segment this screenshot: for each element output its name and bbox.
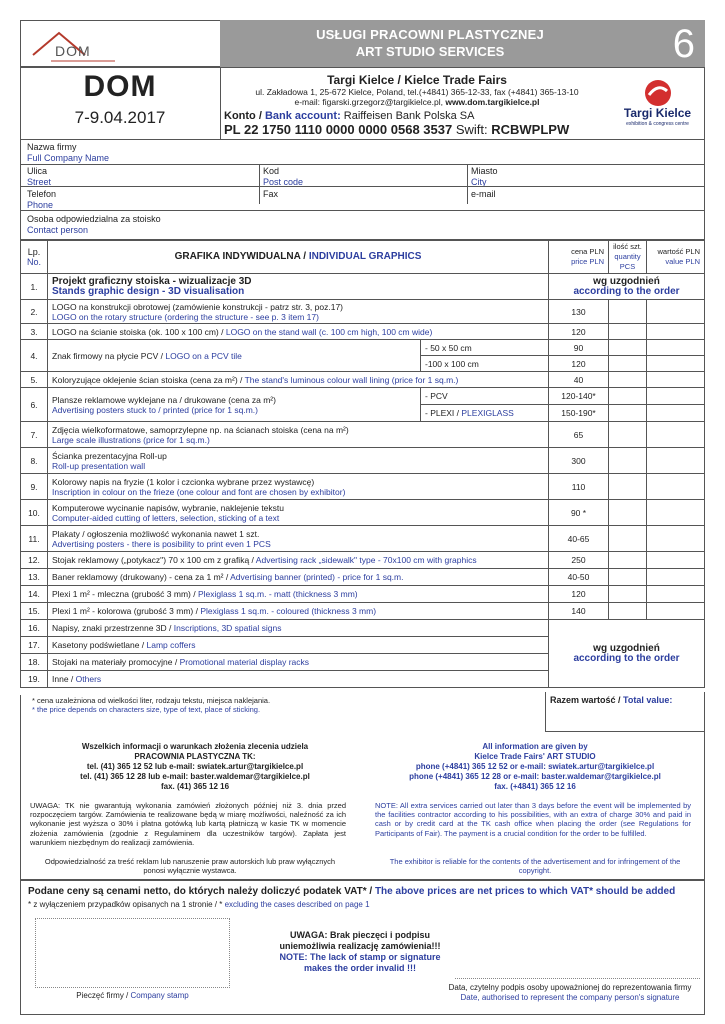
table-row: 1. Projekt graficzny stoiska - wizualizacje 3D Stands graphic design - 3D visualisation wg uzgodnień according to the order [21,274,705,300]
table-header: Lp. No. GRAFIKA INDYWIDUALNA / INDIVIDUAL GRAPHICS cena PLN price PLN ilość szt. quantity PCS wartość PLN value PLN [21,241,705,274]
quantity-input[interactable] [609,340,647,356]
warning-en: NOTE: All extra services carried out later than 3 days before the event will be implemented by the facilities contractor according to his possibilities, with an extra of charge 30% and paid in cash or by credit card at the TK cash office when placing the order (see Regulations for Participants of Fair). The payment is a crucial condition for the order to be fulfilled. [375,801,691,838]
event-date: 7-9.04.2017 [74,108,166,127]
responsibility-en: The exhibitor is reliable for the contents of the advertisement and for infringement of the copyright. [389,857,681,875]
stamp-label: Pieczęć firmy / Company stamp [76,991,189,1000]
value-input[interactable] [647,388,705,405]
website-link[interactable]: www.dom.targikielce.pl [445,97,540,107]
table-row: 8. Ścianka prezentacyjna Roll-up Roll-up presentation wall 300 [21,448,705,474]
signature-label: Data, czytelny podpis osoby upoważnionej do reprezentowania firmy Date, authorised to represent the company person's signature [448,983,692,1002]
table-title: GRAFIKA INDYWIDUALNA / INDIVIDUAL GRAPHICS [48,241,549,274]
iban-line: PL 22 1750 1110 0000 0000 0568 3537 Swift: RCBWPLPW [224,122,570,137]
quantity-input[interactable] [609,603,647,620]
value-input[interactable] [647,356,705,372]
email-field[interactable]: e-mail [471,189,496,199]
table-row: 3. LOGO na ścianie stoiska (ok. 100 x 100 cm) / LOGO on the stand wall (c. 100 cm high, 100 cm wide) 120 [21,324,705,340]
value-input[interactable] [647,422,705,448]
phone-field[interactable]: Telefon Phone [27,189,57,210]
table-row: 10. Komputerowe wycinanie napisów, wybranie, naklejenie tekstu Computer-aided cutting of letters, selection, sticking of a text 90 * [21,500,705,526]
value-input[interactable] [647,300,705,324]
quantity-input[interactable] [609,372,647,388]
quantity-input[interactable] [609,586,647,603]
value-input[interactable] [647,340,705,356]
info-en: All information are given by Kielce Trade Fairs' ART STUDIO phone (+4841) 365 12 52 or e-mail: swiatek.artur@targikielce.pl phone (+4841) 365 12 28 or e-mail: baster.waldemar@targikielce.pl fax. (+4841) 365 12 16 [409,742,661,791]
value-input[interactable] [647,372,705,388]
value-input[interactable] [647,586,705,603]
value-input[interactable] [647,569,705,586]
value-input[interactable] [647,552,705,569]
table-row: 19. Inne / Others [21,671,705,688]
vat-notice: Podane ceny są cenami netto, do których należy doliczyć podatek VAT* / The above prices are net prices to which VAT* should be added [28,886,676,897]
company-form [20,140,705,240]
street-field[interactable]: Ulica Street [27,166,52,187]
total-value-field[interactable]: Razem wartość / Total value: [545,692,705,732]
table-row: 11. Plakaty / ogłoszenia możliwość wykonania nawet 1 szt. Advertising posters - there is posibility to print even 1 PCS 40-65 [21,526,705,552]
table-row: 17. Kasetony podświetlane / Lamp coffers [21,637,705,654]
quantity-input[interactable] [609,448,647,474]
value-input[interactable] [647,324,705,340]
table-row: - PLEXI / PLEXIGLASS 150-190* [21,405,705,422]
warning-pl: UWAGA: TK nie gwarantują wykonania zamówień złożonych później niż 3. dnia przed rozpoczęciem targów. Zamówienia te realizowane będą w miarę możliwości, naleźność za ich wykonanie jest wyższa o 30% i płatna gotówką lub kartą płatniczą w kasie TK w momencie złożenia zamówienia (zgodnie z Regulaminem dla uczestników targów). Zapłata jest warunkiem niezbędnym do realizacji zamówienia. [30,801,346,847]
organizer-address: ul. Zakładowa 1, 25-672 Kielce, Poland, tel.(+4841) 365-12-33, fax (+4841) 365-13-10 e-mail: figarski.grzegorz@targikielce.pl, www.dom.targikielce.pl [255,87,579,107]
value-input[interactable] [647,500,705,526]
divider [220,67,221,140]
logo-text: DOM [55,43,91,59]
dom-logo-box [20,20,220,67]
value-input[interactable] [647,405,705,422]
table-row: 18. Stojaki na materiały promocyjne / Promotional material display racks [21,654,705,671]
table-row: 6. Plansze reklamowe wyklejane na / drukowane (cena za m²) Advertising posters stuck to / printed (price for 1 sq.m.) - PCV 120-140* [21,388,705,405]
table-row: 5. Koloryzujące oklejenie ścian stoiska (cena za m²) / The stand's luminous colour wall lining (price for 1 sq.m.) 40 [21,372,705,388]
graphics-table [20,240,705,688]
quantity-input[interactable] [609,569,647,586]
table-row: 14. Plexi 1 m² - mleczna (grubość 3 mm) / Plexiglass 1 sq.m. - matt (thickness 3 mm) 120 [21,586,705,603]
form-number: 6 [672,22,695,66]
quantity-input[interactable] [609,356,647,372]
event-name: DOM [83,70,157,103]
header-band [220,20,705,67]
quantity-input[interactable] [609,388,647,405]
contact-field[interactable]: Osoba odpowiedzialna za stoisko Contact person [27,214,161,235]
responsibility-pl: Odpowiedzialność za treść reklam lub naruszenie praw autorskich lub praw wyłącznych ponosi wyłącznie wystawca. [44,857,336,875]
quantity-input[interactable] [609,526,647,552]
table-row: 4. Znak firmowy na płycie PCV / LOGO on a PCV tile - 50 x 50 cm 90 [21,340,705,356]
signature-line[interactable] [455,978,700,979]
table-row: 16. Napisy, znaki przestrzenne 3D / Inscriptions, 3D spatial signs wg uzgodnień according to the order [21,620,705,637]
value-input[interactable] [647,474,705,500]
quantity-input[interactable] [609,300,647,324]
table-row: 15. Plexi 1 m² - kolorowa (grubość 3 mm) / Plexiglass 1 sq.m. - coloured (thickness 3 mm) 140 [21,603,705,620]
bank-line: Konto / Bank account: Raiffeisen Bank Polska SA [224,110,475,122]
table-row: 9. Kolorowy napis na fryzie (1 kolor i czcionka wybrane przez wystawcę) Inscription in colour on the frieze (one colour and font are chosen by exhibitor) 110 [21,474,705,500]
table-row: 12. Stojak reklamowy („potykacz") 70 x 100 cm z grafiką / Advertising rack „sidewalk" type - 70x100 cm with graphics 250 [21,552,705,569]
value-input[interactable] [647,526,705,552]
fax-field[interactable]: Fax [263,189,279,199]
quantity-input[interactable] [609,500,647,526]
quantity-input[interactable] [609,422,647,448]
stamp-area[interactable] [35,918,230,988]
footnote: * cena uzależniona od wielkości liter, rodzaju tekstu, miejsca naklejania. * the price depends on characters size, type of text, place of sticking. [32,696,271,714]
postcode-field[interactable]: Kod Post code [263,166,304,187]
title-en: ART STUDIO SERVICES [355,44,505,59]
quantity-input[interactable] [609,474,647,500]
stamp-warning: UWAGA: Brak pieczęci i podpisu uniemożliwia realizację zamówienia!!! NOTE: The lack of stamp or signature makes the order invalid !!! [279,930,441,973]
quantity-input[interactable] [609,405,647,422]
quantity-input[interactable] [609,552,647,569]
vat-exception: * z wyłączeniem przypadków opisanych na 1 stronie / * excluding the cases described on page 1 [28,900,370,909]
table-row: 13. Baner reklamowy (drukowany) - cena za 1 m² / Advertising banner (printed) - price for 1 sq.m. 40-50 [21,569,705,586]
quantity-input[interactable] [609,324,647,340]
targi-kielce-icon [643,78,673,108]
company-field[interactable]: Nazwa firmy Full Company Name [27,142,110,163]
table-row: -100 x 100 cm 120 [21,356,705,372]
value-input[interactable] [647,603,705,620]
targi-kielce-logo: Targi Kielce exhibition & congress centre [615,78,700,128]
organizer-name: Targi Kielce / Kielce Trade Fairs [327,73,507,87]
title-pl: USŁUGI PRACOWNI PLASTYCZNEJ [316,27,544,42]
city-field[interactable]: Miasto City [471,166,498,187]
table-row: 2. LOGO na konstrukcji obrotowej (zamówienie konstrukcji - patrz str. 3, poz.17) LOGO on the rotary structure (ordering the structure - see p. 3 item 17) 130 [21,300,705,324]
value-input[interactable] [647,448,705,474]
table-row: 7. Zdjęcia wielkoformatowe, samoprzylepne np. na ścianach stoiska (cena na m²) Large scale illustrations (price for 1 sq.m.) 65 [21,422,705,448]
info-pl: Wszelkich informacji o warunkach złożenia zlecenia udziela PRACOWNIA PLASTYCZNA TK: tel. (41) 365 12 52 lub e-mail: swiatek.artur@targikielce.pl tel. (41) 365 12 28 lub e-mail: baster.waldemar@targikielce.pl fax. (41) 365 12 16 [80,742,310,791]
